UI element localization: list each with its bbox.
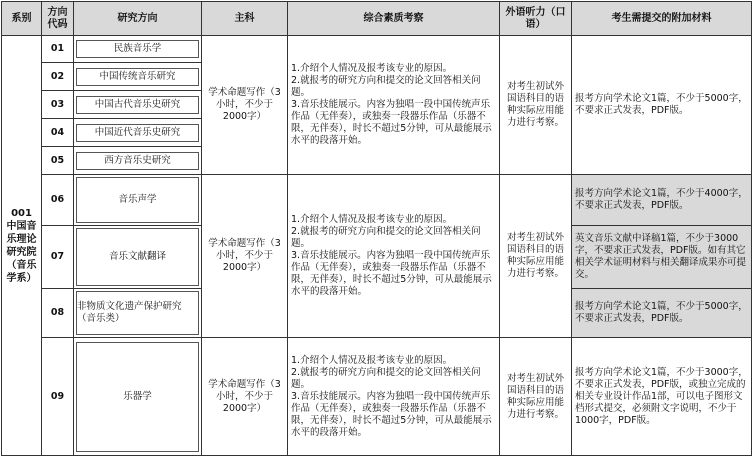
code-cell: 07 bbox=[42, 226, 74, 289]
materials-cell: 报考方向学术论文1篇，不少于3000字，不要求正式发表，PDF版，或独立完成的相关专业设计作品1部，可以电子图形文档形式提交，必须附文字说明，不少于1000字，PDF版。 bbox=[572, 338, 752, 456]
subject-cell: 学术命题写作（3小时，不少于2000字） bbox=[202, 36, 288, 175]
foreign-cell: 对考生初试外国语科目的语种实际应用能力进行考察。 bbox=[500, 338, 572, 456]
admission-table bbox=[1, 1, 752, 456]
direction-cell: 西方音乐史研究 bbox=[76, 152, 199, 170]
code-cell: 08 bbox=[42, 289, 74, 338]
comprehensive-cell: 1.介绍个人情况及报考该专业的原因。 2.就报考的研究方向和提交的论文回答相关问题。 3.音乐技能展示。内容为独唱一段中国传统声乐作品（无伴奏），或独奏一段器乐作品（乐器不限，无伴奏），时长不超过5分钟，可从最能展示水平的段落开始。 bbox=[288, 36, 500, 175]
materials-cell: 报考方向学术论文1篇，不少于5000字，不要求正式发表，PDF版。 bbox=[572, 289, 752, 338]
materials-cell: 报考方向学术论文1篇，不少于4000字，不要求正式发表，PDF版。 bbox=[572, 175, 752, 226]
code-cell: 05 bbox=[42, 147, 74, 175]
code-cell: 01 bbox=[42, 36, 74, 63]
code-cell: 04 bbox=[42, 119, 74, 147]
direction-cell: 民族音乐学 bbox=[76, 40, 199, 58]
comprehensive-cell: 1.介绍个人情况及报考该专业的原因。 2.就报考的研究方向和提交的论文回答相关问题。 3.音乐技能展示。内容为独唱一段中国传统声乐作品（无伴奏），或独奏一段器乐作品（乐器不限，无伴奏），时长不超过5分钟，可从最能展示水平的段落开始。 bbox=[288, 338, 500, 456]
direction-cell: 中国近代音乐史研究 bbox=[76, 124, 199, 142]
code-cell: 02 bbox=[42, 63, 74, 91]
header-comprehensive: 综合素质考察 bbox=[288, 2, 500, 36]
header-direction: 研究方向 bbox=[74, 2, 202, 36]
direction-cell: 中国古代音乐史研究 bbox=[76, 96, 199, 114]
direction-cell: 音乐声学 bbox=[76, 177, 199, 223]
comprehensive-cell: 1.介绍个人情况及报考该专业的原因。 2.就报考的研究方向和提交的论文回答相关问题。 3.音乐技能展示。内容为独唱一段中国传统声乐作品（无伴奏），或独奏一段器乐作品（乐器不限，无伴奏），时长不超过5分钟，可从最能展示水平的段落开始。 bbox=[288, 175, 500, 338]
header-subject: 主科 bbox=[202, 2, 288, 36]
header-foreign: 外语听力（口语） bbox=[500, 2, 572, 36]
materials-cell: 英文音乐文献中译稿1篇，不少于3000字，不要求正式发表，PDF版。如有其它相关学术证明材料与相关翻译成果亦可提交。 bbox=[572, 226, 752, 289]
header-dept: 系别 bbox=[2, 2, 42, 36]
direction-cell: 中国传统音乐研究 bbox=[76, 68, 199, 86]
foreign-cell: 对考生初试外国语科目的语种实际应用能力进行考察。 bbox=[500, 36, 572, 175]
direction-cell: 非物质文化遗产保护研究（音乐类） bbox=[76, 291, 199, 335]
code-cell: 09 bbox=[42, 338, 74, 456]
direction-cell: 乐器学 bbox=[76, 342, 199, 452]
header-materials: 考生需提交的附加材料 bbox=[572, 2, 752, 36]
code-cell: 03 bbox=[42, 91, 74, 119]
foreign-cell: 对考生初试外国语科目的语种实际应用能力进行考察。 bbox=[500, 175, 572, 338]
direction-cell: 音乐文献翻译 bbox=[76, 228, 199, 286]
department-cell: 001 中国音乐理论研究院（音乐学系） bbox=[2, 36, 42, 456]
subject-cell: 学术命题写作（3小时，不少于2000字） bbox=[202, 338, 288, 456]
header-code: 方向代码 bbox=[42, 2, 74, 36]
materials-cell: 报考方向学术论文1篇，不少于5000字，不要求正式发表，PDF版。 bbox=[572, 36, 752, 175]
subject-cell: 学术命题写作（3小时，不少于2000字） bbox=[202, 175, 288, 338]
code-cell: 06 bbox=[42, 175, 74, 226]
